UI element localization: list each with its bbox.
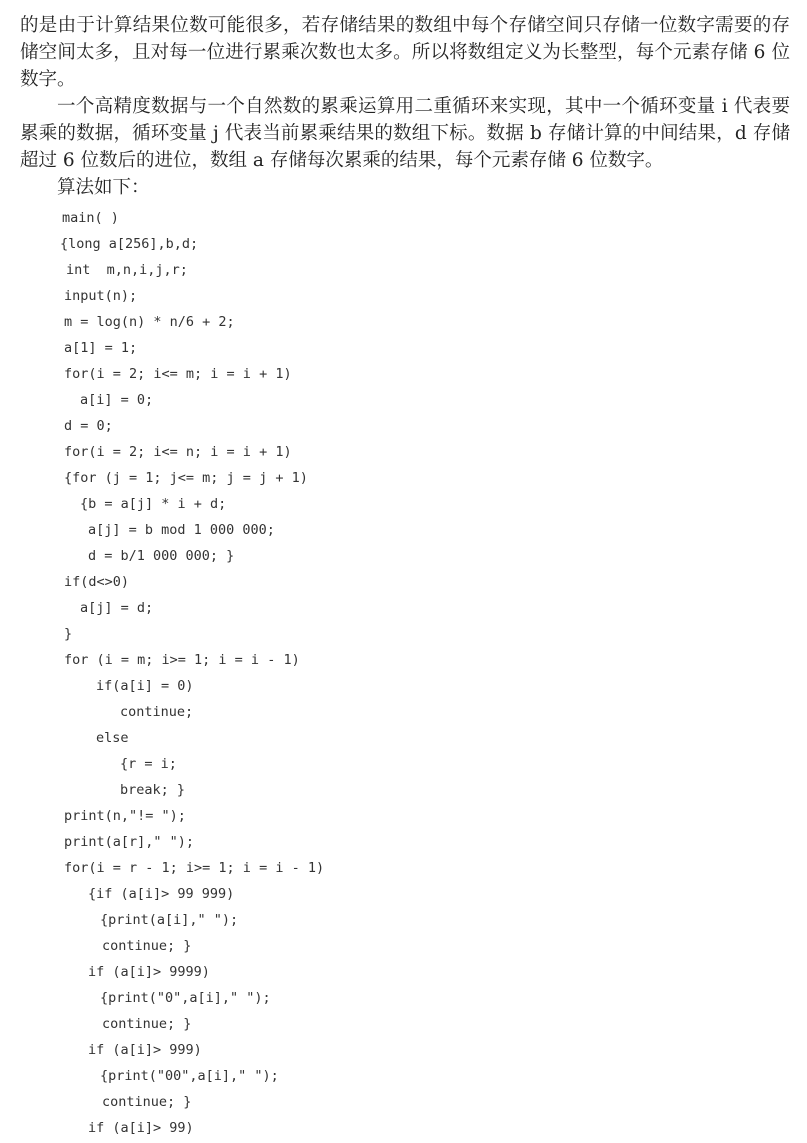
code-line: break; } <box>120 782 186 798</box>
code-line: input(n); <box>64 288 138 304</box>
code-line: continue; } <box>102 1016 192 1032</box>
code-line: if(a[i] = 0) <box>96 678 194 694</box>
code-line: {long a[256],b,d; <box>60 236 199 252</box>
code-line: d = b/1 000 000; } <box>88 548 235 564</box>
code-line: a[1] = 1; <box>64 340 138 356</box>
body-text <box>0 0 807 201</box>
code-line: if(d<>0) <box>64 574 130 590</box>
code-line: else <box>96 730 129 746</box>
code-line: for(i = r - 1; i>= 1; i = i - 1) <box>64 860 325 876</box>
code-line: } <box>64 626 73 642</box>
code-line: a[j] = b mod 1 000 000; <box>88 522 275 538</box>
code-line: m = log(n) * n/6 + 2; <box>64 314 235 330</box>
code-line: {r = i; <box>120 756 177 772</box>
code-line: continue; } <box>102 938 192 954</box>
code-block <box>0 201 807 1141</box>
code-line: print(n,"!= "); <box>64 808 186 824</box>
code-line: for (i = m; i>= 1; i = i - 1) <box>64 652 300 668</box>
code-line: if (a[i]> 9999) <box>88 964 210 980</box>
paragraph-2: 一个高精度数据与一个自然数的累乘运算用二重循环来实现，其中一个循环变量 i 代表要累乘的数据，循环变量 j 代表当前累乘结果的数组下标。数据 b 存储计算的中间结果，d 存储超过 6 位数后的进位，数组 a 存储每次累乘的结果，每个元素存储 6 位数字。 <box>20 96 790 171</box>
code-line: print(a[r]," "); <box>64 834 195 850</box>
code-line: {print("0",a[i]," "); <box>100 990 271 1006</box>
code-line: {print(a[i]," "); <box>100 912 239 928</box>
code-line: a[j] = d; <box>80 600 154 616</box>
code-line: {for (j = 1; j<= m; j = j + 1) <box>64 470 308 486</box>
code-line: if (a[i]> 99) <box>88 1120 194 1136</box>
code-line: a[i] = 0; <box>80 392 154 408</box>
algorithm-heading: 算法如下： <box>57 177 150 198</box>
code-line: continue; } <box>102 1094 192 1110</box>
code-line: main( ) <box>62 210 119 226</box>
code-line: d = 0; <box>64 418 113 434</box>
code-line: {if (a[i]> 99 999) <box>88 886 235 902</box>
code-line: for(i = 2; i<= m; i = i + 1) <box>64 366 292 382</box>
code-line: continue; <box>120 704 194 720</box>
code-line: int m,n,i,j,r; <box>66 262 188 278</box>
code-line: {print("00",a[i]," "); <box>100 1068 279 1084</box>
code-line: for(i = 2; i<= n; i = i + 1) <box>64 444 292 460</box>
paragraph-1: 的是由于计算结果位数可能很多，若存储结果的数组中每个存储空间只存储一位数字需要的存储空间太多，且对每一位进行累乘次数也太多。所以将数组定义为长整型，每个元素存储 6 位数字。 <box>20 15 790 90</box>
code-line: {b = a[j] * i + d; <box>80 496 227 512</box>
code-line: if (a[i]> 999) <box>88 1042 202 1058</box>
